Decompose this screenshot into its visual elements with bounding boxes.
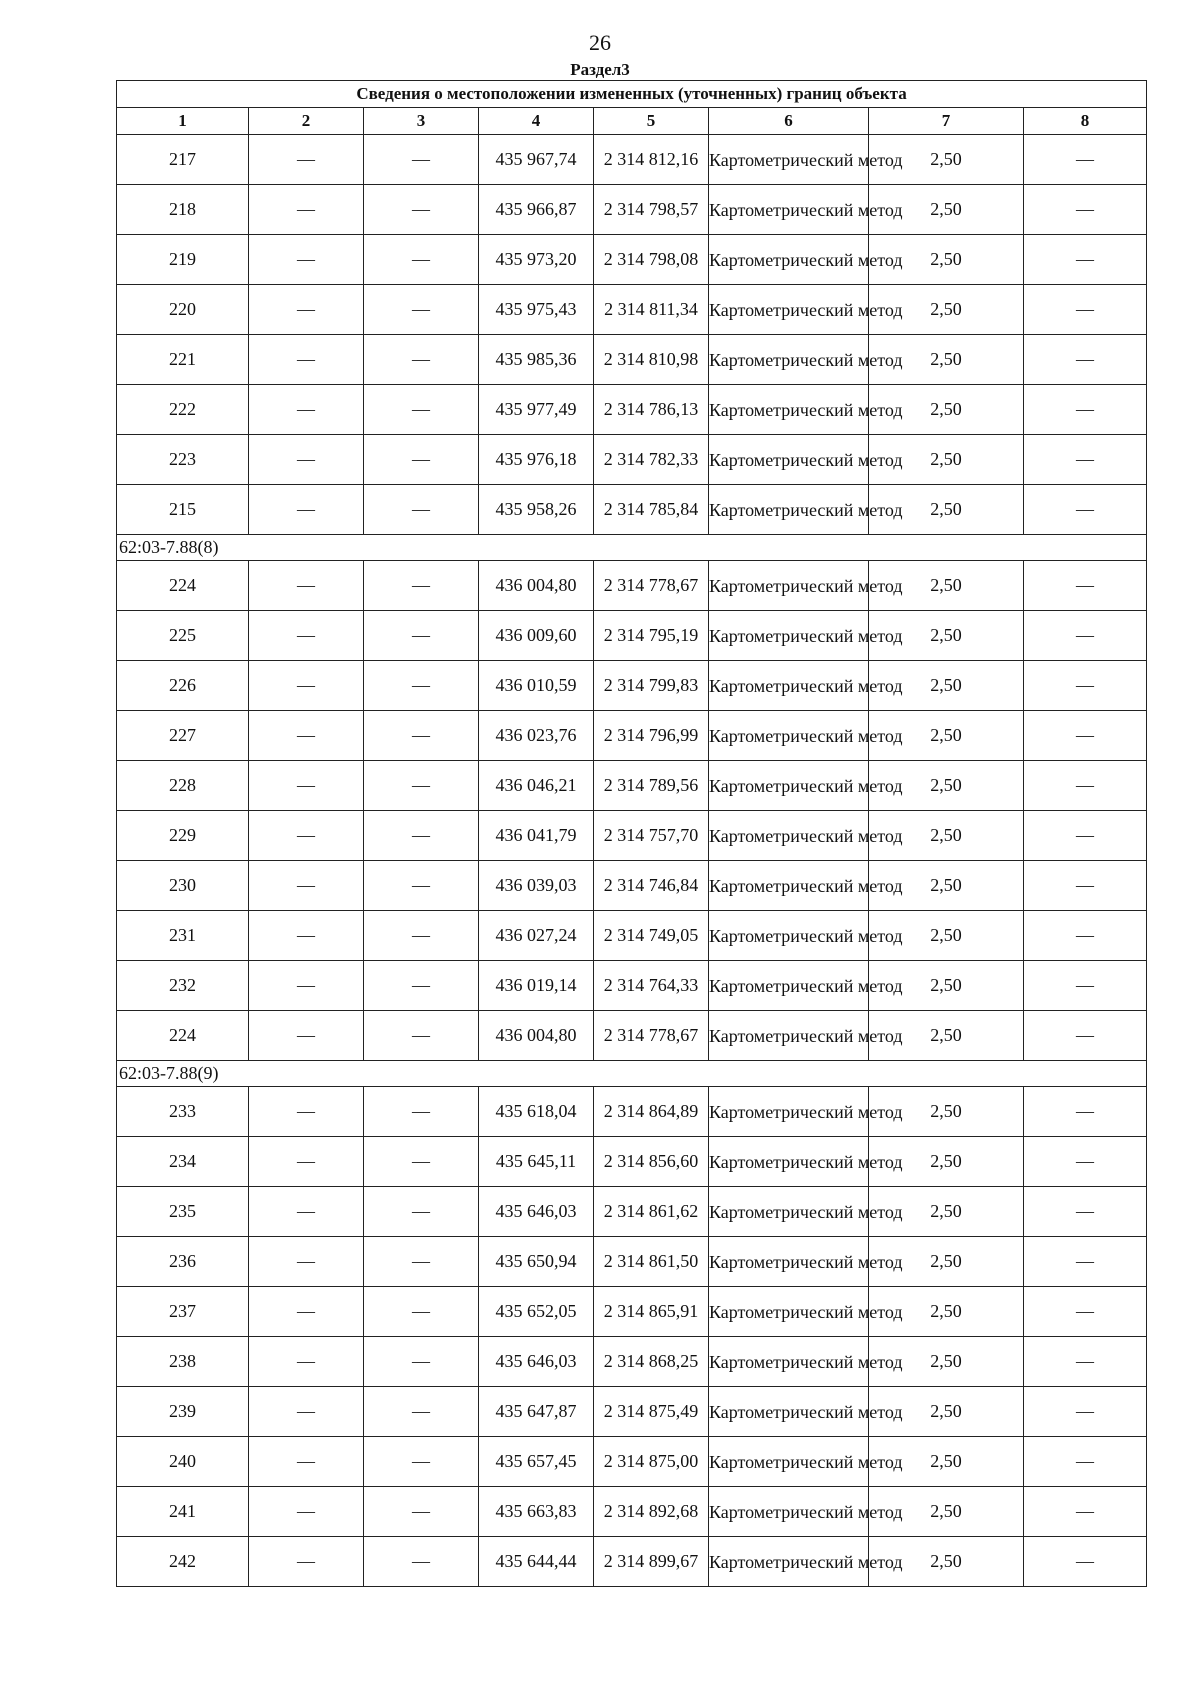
cell-col-8: — [1024, 661, 1147, 711]
method: Картометрический метод [709, 285, 869, 335]
cell-col-3: — [364, 435, 479, 485]
coord-x: 436 009,60 [479, 611, 594, 661]
method: Картометрический метод [709, 235, 869, 285]
cell-col-2: — [249, 661, 364, 711]
accuracy: 2,50 [869, 1187, 1024, 1237]
cell-col-8: — [1024, 1337, 1147, 1387]
coord-x: 435 975,43 [479, 285, 594, 335]
point-number: 227 [117, 711, 249, 761]
cell-col-2: — [249, 135, 364, 185]
cell-col-8: — [1024, 1287, 1147, 1337]
cell-col-8: — [1024, 561, 1147, 611]
method: Картометрический метод [709, 185, 869, 235]
accuracy: 2,50 [869, 435, 1024, 485]
coord-y: 2 314 785,84 [594, 485, 709, 535]
accuracy: 2,50 [869, 1337, 1024, 1387]
table-row [117, 761, 1147, 811]
cell-col-2: — [249, 185, 364, 235]
method: Картометрический метод [709, 1087, 869, 1137]
point-number: 228 [117, 761, 249, 811]
point-number: 215 [117, 485, 249, 535]
cell-col-2: — [249, 485, 364, 535]
coord-y: 2 314 796,99 [594, 711, 709, 761]
cell-col-3: — [364, 911, 479, 961]
group-header-row [117, 535, 1147, 561]
cell-col-3: — [364, 285, 479, 335]
cell-col-2: — [249, 1137, 364, 1187]
method: Картометрический метод [709, 1011, 869, 1061]
coord-x: 435 618,04 [479, 1087, 594, 1137]
table-row [117, 661, 1147, 711]
method: Картометрический метод [709, 761, 869, 811]
coord-y: 2 314 798,08 [594, 235, 709, 285]
coord-y: 2 314 757,70 [594, 811, 709, 861]
coord-x: 435 646,03 [479, 1187, 594, 1237]
accuracy: 2,50 [869, 911, 1024, 961]
cell-col-8: — [1024, 135, 1147, 185]
coord-y: 2 314 892,68 [594, 1487, 709, 1537]
coord-y: 2 314 868,25 [594, 1337, 709, 1387]
accuracy: 2,50 [869, 1437, 1024, 1487]
accuracy: 2,50 [869, 611, 1024, 661]
table-row [117, 1387, 1147, 1437]
table-row [117, 1487, 1147, 1537]
table-row [117, 1337, 1147, 1387]
accuracy: 2,50 [869, 485, 1024, 535]
coord-y: 2 314 786,13 [594, 385, 709, 435]
cell-col-8: — [1024, 861, 1147, 911]
coord-x: 435 985,36 [479, 335, 594, 385]
coord-y: 2 314 865,91 [594, 1287, 709, 1337]
cell-col-3: — [364, 811, 479, 861]
method: Картометрический метод [709, 1437, 869, 1487]
coord-x: 436 010,59 [479, 661, 594, 711]
group-label: 62:03-7.88(9) [117, 1061, 1147, 1087]
point-number: 237 [117, 1287, 249, 1337]
group-header-row [117, 1061, 1147, 1087]
coord-x: 436 023,76 [479, 711, 594, 761]
cell-col-2: — [249, 285, 364, 335]
table-row [117, 485, 1147, 535]
cell-col-3: — [364, 1487, 479, 1537]
coordinates-table [116, 80, 1147, 1587]
point-number: 218 [117, 185, 249, 235]
coord-x: 435 663,83 [479, 1487, 594, 1537]
accuracy: 2,50 [869, 335, 1024, 385]
coord-y: 2 314 812,16 [594, 135, 709, 185]
accuracy: 2,50 [869, 1087, 1024, 1137]
cell-col-2: — [249, 861, 364, 911]
coord-x: 435 646,03 [479, 1337, 594, 1387]
cell-col-8: — [1024, 961, 1147, 1011]
method: Картометрический метод [709, 1537, 869, 1587]
cell-col-2: — [249, 235, 364, 285]
cell-col-2: — [249, 1011, 364, 1061]
accuracy: 2,50 [869, 1537, 1024, 1587]
cell-col-8: — [1024, 1187, 1147, 1237]
cell-col-3: — [364, 335, 479, 385]
column-header: 1 [117, 108, 249, 135]
method: Картометрический метод [709, 435, 869, 485]
point-number: 242 [117, 1537, 249, 1587]
column-header: 7 [869, 108, 1024, 135]
accuracy: 2,50 [869, 1011, 1024, 1061]
column-header: 4 [479, 108, 594, 135]
cell-col-3: — [364, 711, 479, 761]
cell-col-3: — [364, 1437, 479, 1487]
coord-y: 2 314 864,89 [594, 1087, 709, 1137]
cell-col-2: — [249, 335, 364, 385]
method: Картометрический метод [709, 1137, 869, 1187]
cell-col-3: — [364, 611, 479, 661]
table-row [117, 961, 1147, 1011]
accuracy: 2,50 [869, 811, 1024, 861]
coord-y: 2 314 899,67 [594, 1537, 709, 1587]
method: Картометрический метод [709, 385, 869, 435]
point-number: 221 [117, 335, 249, 385]
cell-col-3: — [364, 235, 479, 285]
method: Картометрический метод [709, 1187, 869, 1237]
point-number: 224 [117, 1011, 249, 1061]
coord-x: 435 977,49 [479, 385, 594, 435]
coord-x: 436 004,80 [479, 561, 594, 611]
point-number: 233 [117, 1087, 249, 1137]
cell-col-8: — [1024, 711, 1147, 761]
cell-col-3: — [364, 1187, 479, 1237]
column-header: 5 [594, 108, 709, 135]
accuracy: 2,50 [869, 1287, 1024, 1337]
coord-x: 435 973,20 [479, 235, 594, 285]
table-row [117, 1087, 1147, 1137]
cell-col-2: — [249, 961, 364, 1011]
cell-col-8: — [1024, 1487, 1147, 1537]
accuracy: 2,50 [869, 861, 1024, 911]
column-header: 6 [709, 108, 869, 135]
cell-col-2: — [249, 1237, 364, 1287]
coord-y: 2 314 861,50 [594, 1237, 709, 1287]
cell-col-8: — [1024, 611, 1147, 661]
point-number: 239 [117, 1387, 249, 1437]
cell-col-3: — [364, 1337, 479, 1387]
table-title-row [117, 81, 1147, 108]
cell-col-3: — [364, 961, 479, 1011]
method: Картометрический метод [709, 861, 869, 911]
coord-x: 435 644,44 [479, 1537, 594, 1587]
cell-col-8: — [1024, 385, 1147, 435]
coord-x: 436 019,14 [479, 961, 594, 1011]
accuracy: 2,50 [869, 1487, 1024, 1537]
table-row [117, 611, 1147, 661]
cell-col-3: — [364, 1011, 479, 1061]
cell-col-3: — [364, 1137, 479, 1187]
cell-col-3: — [364, 861, 479, 911]
table-row [117, 1537, 1147, 1587]
accuracy: 2,50 [869, 285, 1024, 335]
cell-col-8: — [1024, 335, 1147, 385]
table-row [117, 135, 1147, 185]
column-header: 3 [364, 108, 479, 135]
column-header: 2 [249, 108, 364, 135]
cell-col-3: — [364, 1237, 479, 1287]
point-number: 235 [117, 1187, 249, 1237]
coord-y: 2 314 856,60 [594, 1137, 709, 1187]
table-title: Сведения о местоположении измененных (уточненных) границ объекта [117, 81, 1147, 108]
table-row [117, 861, 1147, 911]
method: Картометрический метод [709, 961, 869, 1011]
point-number: 223 [117, 435, 249, 485]
point-number: 222 [117, 385, 249, 435]
page-number: 26 [589, 30, 611, 55]
coord-y: 2 314 810,98 [594, 335, 709, 385]
coord-x: 436 041,79 [479, 811, 594, 861]
coord-y: 2 314 799,83 [594, 661, 709, 711]
cell-col-2: — [249, 1337, 364, 1387]
cell-col-2: — [249, 435, 364, 485]
point-number: 241 [117, 1487, 249, 1537]
point-number: 230 [117, 861, 249, 911]
method: Картометрический метод [709, 561, 869, 611]
coord-y: 2 314 764,33 [594, 961, 709, 1011]
cell-col-2: — [249, 611, 364, 661]
cell-col-8: — [1024, 435, 1147, 485]
coord-y: 2 314 811,34 [594, 285, 709, 335]
cell-col-3: — [364, 1287, 479, 1337]
point-number: 224 [117, 561, 249, 611]
method: Картометрический метод [709, 1387, 869, 1437]
coord-x: 436 039,03 [479, 861, 594, 911]
cell-col-8: — [1024, 235, 1147, 285]
point-number: 232 [117, 961, 249, 1011]
point-number: 234 [117, 1137, 249, 1187]
accuracy: 2,50 [869, 135, 1024, 185]
cell-col-3: — [364, 561, 479, 611]
column-header-row [117, 108, 1147, 135]
table-row [117, 435, 1147, 485]
method: Картометрический метод [709, 711, 869, 761]
accuracy: 2,50 [869, 385, 1024, 435]
cell-col-3: — [364, 1087, 479, 1137]
coord-x: 435 966,87 [479, 185, 594, 235]
accuracy: 2,50 [869, 235, 1024, 285]
table-row [117, 1237, 1147, 1287]
accuracy: 2,50 [869, 711, 1024, 761]
cell-col-2: — [249, 1437, 364, 1487]
table-row [117, 1187, 1147, 1237]
cell-col-3: — [364, 661, 479, 711]
method: Картометрический метод [709, 135, 869, 185]
cell-col-3: — [364, 485, 479, 535]
cell-col-2: — [249, 811, 364, 861]
method: Картометрический метод [709, 1487, 869, 1537]
cell-col-8: — [1024, 485, 1147, 535]
coord-y: 2 314 778,67 [594, 561, 709, 611]
coord-x: 435 645,11 [479, 1137, 594, 1187]
method: Картометрический метод [709, 1237, 869, 1287]
coord-x: 435 657,45 [479, 1437, 594, 1487]
method: Картометрический метод [709, 661, 869, 711]
coord-y: 2 314 749,05 [594, 911, 709, 961]
method: Картометрический метод [709, 811, 869, 861]
coord-x: 435 650,94 [479, 1237, 594, 1287]
table-row [117, 385, 1147, 435]
table-row [117, 185, 1147, 235]
coord-y: 2 314 746,84 [594, 861, 709, 911]
coord-x: 435 652,05 [479, 1287, 594, 1337]
cell-col-2: — [249, 711, 364, 761]
coord-x: 436 027,24 [479, 911, 594, 961]
table-row [117, 561, 1147, 611]
coord-y: 2 314 789,56 [594, 761, 709, 811]
group-label: 62:03-7.88(8) [117, 535, 1147, 561]
accuracy: 2,50 [869, 1137, 1024, 1187]
cell-col-3: — [364, 1387, 479, 1437]
point-number: 225 [117, 611, 249, 661]
cell-col-3: — [364, 135, 479, 185]
coord-x: 435 976,18 [479, 435, 594, 485]
cell-col-8: — [1024, 285, 1147, 335]
coord-y: 2 314 861,62 [594, 1187, 709, 1237]
accuracy: 2,50 [869, 761, 1024, 811]
table-row [117, 1137, 1147, 1187]
coord-y: 2 314 782,33 [594, 435, 709, 485]
cell-col-8: — [1024, 1237, 1147, 1287]
cell-col-3: — [364, 1537, 479, 1587]
cell-col-2: — [249, 911, 364, 961]
coord-x: 435 647,87 [479, 1387, 594, 1437]
method: Картометрический метод [709, 911, 869, 961]
point-number: 238 [117, 1337, 249, 1387]
cell-col-8: — [1024, 1387, 1147, 1437]
accuracy: 2,50 [869, 1387, 1024, 1437]
method: Картометрический метод [709, 1337, 869, 1387]
cell-col-2: — [249, 1537, 364, 1587]
coord-y: 2 314 795,19 [594, 611, 709, 661]
accuracy: 2,50 [869, 961, 1024, 1011]
method: Картометрический метод [709, 485, 869, 535]
cell-col-2: — [249, 561, 364, 611]
coord-y: 2 314 875,00 [594, 1437, 709, 1487]
accuracy: 2,50 [869, 1237, 1024, 1287]
cell-col-2: — [249, 1287, 364, 1337]
table-row [117, 911, 1147, 961]
table-row [117, 235, 1147, 285]
cell-col-3: — [364, 185, 479, 235]
coord-x: 436 046,21 [479, 761, 594, 811]
table-row [117, 285, 1147, 335]
cell-col-2: — [249, 385, 364, 435]
table-row [117, 1437, 1147, 1487]
point-number: 219 [117, 235, 249, 285]
cell-col-2: — [249, 1087, 364, 1137]
cell-col-8: — [1024, 185, 1147, 235]
cell-col-3: — [364, 385, 479, 435]
cell-col-2: — [249, 1487, 364, 1537]
table-row [117, 711, 1147, 761]
method: Картометрический метод [709, 611, 869, 661]
table-row [117, 811, 1147, 861]
cell-col-8: — [1024, 1537, 1147, 1587]
cell-col-8: — [1024, 811, 1147, 861]
coord-x: 435 958,26 [479, 485, 594, 535]
cell-col-2: — [249, 1187, 364, 1237]
cell-col-3: — [364, 761, 479, 811]
table-row [117, 1287, 1147, 1337]
point-number: 231 [117, 911, 249, 961]
point-number: 229 [117, 811, 249, 861]
cell-col-8: — [1024, 911, 1147, 961]
table-row [117, 335, 1147, 385]
accuracy: 2,50 [869, 561, 1024, 611]
coord-x: 436 004,80 [479, 1011, 594, 1061]
cell-col-8: — [1024, 1137, 1147, 1187]
point-number: 217 [117, 135, 249, 185]
column-header: 8 [1024, 108, 1147, 135]
cell-col-8: — [1024, 1011, 1147, 1061]
accuracy: 2,50 [869, 661, 1024, 711]
cell-col-2: — [249, 761, 364, 811]
cell-col-8: — [1024, 1087, 1147, 1137]
coord-y: 2 314 798,57 [594, 185, 709, 235]
coord-x: 435 967,74 [479, 135, 594, 185]
coord-y: 2 314 875,49 [594, 1387, 709, 1437]
table-body [117, 135, 1147, 1587]
method: Картометрический метод [709, 1287, 869, 1337]
cell-col-8: — [1024, 1437, 1147, 1487]
method: Картометрический метод [709, 335, 869, 385]
cell-col-8: — [1024, 761, 1147, 811]
table-row [117, 1011, 1147, 1061]
point-number: 220 [117, 285, 249, 335]
cell-col-2: — [249, 1387, 364, 1437]
point-number: 240 [117, 1437, 249, 1487]
section-title: Раздел3 [570, 60, 630, 79]
point-number: 226 [117, 661, 249, 711]
coord-y: 2 314 778,67 [594, 1011, 709, 1061]
accuracy: 2,50 [869, 185, 1024, 235]
point-number: 236 [117, 1237, 249, 1287]
